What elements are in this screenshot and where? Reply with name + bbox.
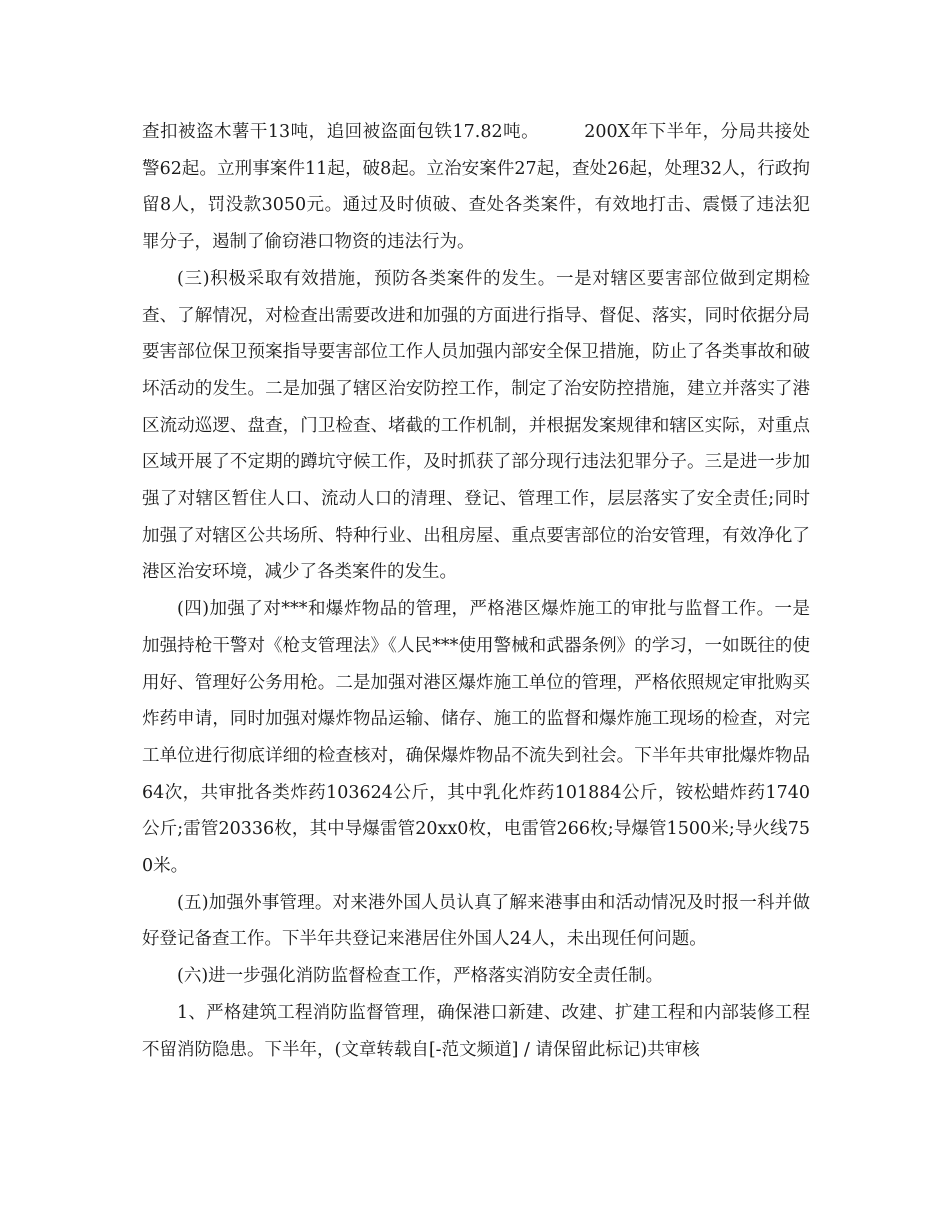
paragraph-case-statistics: 查扣被盗木薯干13吨，追回被盗面包铁17.82吨。 200X年下半年，分局共接处警62起。立刑事案件11起，破8起。立治安案件27起，查处26起，处理32人，行政拘留8人，罚没款3050元。通过及时侦破、查处各类案件，有效地打击、震慑了违法犯罪分子，遏制了偷窃港口物资的违法行为。: [142, 122, 810, 253]
paragraph-construction-fire-management: 1、严格建筑工程消防监督管理，确保港口新建、改建、扩建工程和内部装修工程不留消防隐患。下半年，(文章转载自[-范文频道] / 请保留此标记)共审核: [142, 1002, 810, 1060]
document-body: [142, 114, 810, 1068]
paragraph-foreign-affairs: (五)加强外事管理。对来港外国人员认真了解来港事由和活动情况及时报一科并做好登记备查工作。下半年共登记来港居住外国人24人，未出现任何问题。: [142, 892, 810, 950]
paragraph-prevention-measures: (三)积极采取有效措施，预防各类案件的发生。一是对辖区要害部位做到定期检查、了解情况，对检查出需要改进和加强的方面进行指导、督促、落实，同时依据分局要害部位保卫预案指导要害部位工作人员加强内部安全保卫措施，防止了各类事故和破坏活动的发生。二是加强了辖区治安防控工作，制定了治安防控措施，建立并落实了港区流动巡逻、盘查，门卫检查、堵截的工作机制，并根据发案规律和辖区实际，对重点区域开展了不定期的蹲坑守候工作，及时抓获了部分现行违法犯罪分子。三是进一步加强了对辖区暂住人口、流动人口的清理、登记、管理工作，层层落实了安全责任;同时加强了对辖区公共场所、特种行业、出租房屋、重点要害部位的治安管理，有效净化了港区治安环境，减少了各类案件的发生。: [142, 268, 810, 583]
paragraph-explosives-management: (四)加强了对***和爆炸物品的管理，严格港区爆炸施工的审批与监督工作。一是加强持枪干警对《枪支管理法》《人民***使用警械和武器条例》的学习，一如既往的使用好、管理好公务用枪。二是加强对港区爆炸施工单位的管理，严格依照规定审批购买炸药申请，同时加强对爆炸物品运输、储存、施工的监督和爆炸施工现场的检查，对完工单位进行彻底详细的检查核对，确保爆炸物品不流失到社会。下半年共审批爆炸物品64次，共审批各类炸药103624公斤，其中乳化炸药101884公斤，铵松蜡炸药1740公斤;雷管20336枚，其中导爆雷管20xx0枚，电雷管266枚;导爆管1500米;导火线750米。: [142, 599, 810, 877]
paragraph-fire-supervision: (六)进一步强化消防监督检查工作，严格落实消防安全责任制。: [177, 966, 664, 987]
